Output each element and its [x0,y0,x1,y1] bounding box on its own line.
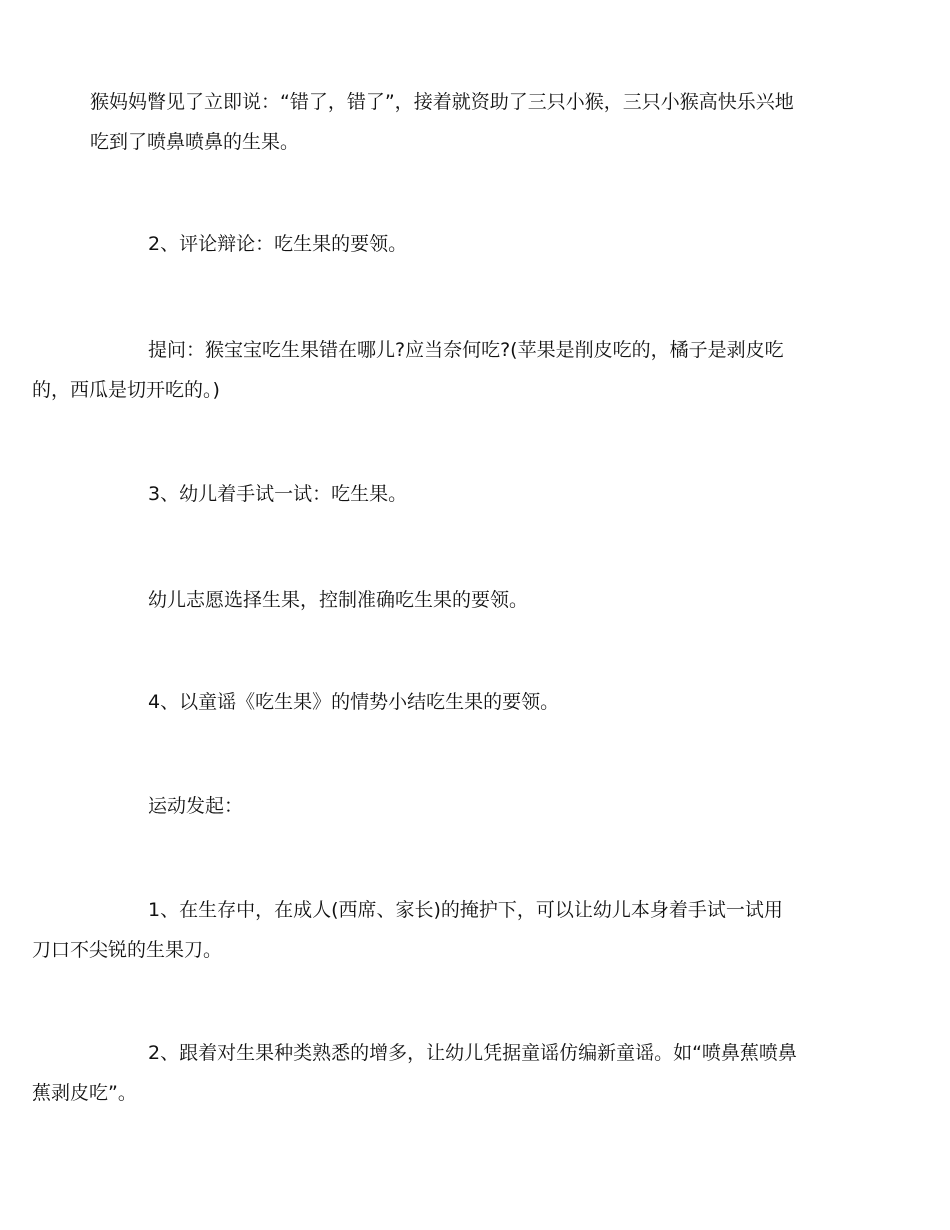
text-line: 2、评论辩论：吃生果的要领。 [148,233,408,255]
text-line: 运动发起： [148,795,244,817]
text-line: 吃到了喷鼻喷鼻的生果。 [90,131,300,153]
text-line: 的，西瓜是切开吃的。) [32,379,220,401]
text-line: 3、幼儿着手试一试：吃生果。 [148,483,408,505]
paragraph-suggestion-1 [32,890,865,970]
paragraph-try-heading [90,474,865,514]
text-line: 猴妈妈瞥见了立即说：“错了，错了”，接着就资助了三只小猴，三只小猴高快乐兴地 [90,91,794,113]
paragraph-voluntary-choice [90,580,865,620]
paragraph-discussion-heading [90,224,865,264]
text-line: 4、以童谣《吃生果》的情势小结吃生果的要领。 [148,691,560,713]
text-line: 蕉剥皮吃”。 [32,1082,137,1104]
paragraph-rhyme-summary [90,682,865,722]
text-line: 提问：猴宝宝吃生果错在哪儿?应当奈何吃?(苹果是削皮吃的，橘子是剥皮吃 [148,339,784,361]
text-line: 刀口不尖锐的生果刀。 [32,939,223,961]
paragraph-monkey-mother [90,82,865,162]
paragraph-suggestion-2 [32,1033,865,1113]
text-line: 2、跟着对生果种类熟悉的增多，让幼儿凭据童谣仿编新童谣。如“喷鼻蕉喷鼻 [148,1042,797,1064]
text-line: 1、在生存中，在成人(西席、家长)的掩护下，可以让幼儿本身着手试一试用 [148,899,783,921]
text-line: 幼儿志愿选择生果，控制准确吃生果的要领。 [148,589,529,611]
paragraph-question [32,330,865,410]
paragraph-activity-heading [90,786,865,826]
